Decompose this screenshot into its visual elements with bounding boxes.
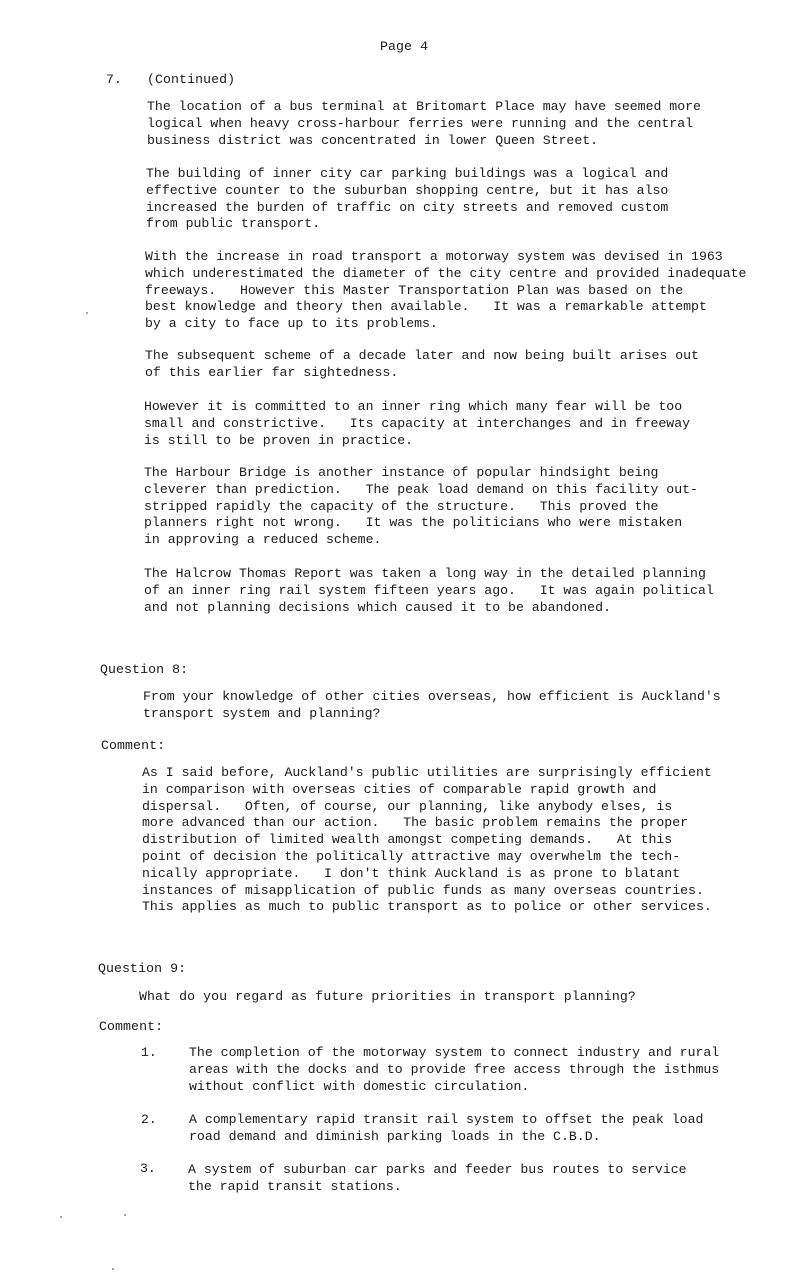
text-line: transport system and planning? [143, 705, 381, 721]
text-line: The building of inner city car parking buildings was a logical and [146, 166, 669, 181]
text-line: stripped rapidly the capacity of the structure. This proved the [144, 498, 659, 514]
text-line: of an inner ring rail system fifteen years ago. It was again political [144, 582, 714, 598]
text-line: instances of misapplication of public funds as many overseas countries. [142, 882, 704, 898]
text-line: cleverer than prediction. The peak load demand on this facility out- [144, 481, 698, 497]
list-item-number: 3. [140, 1161, 156, 1176]
text-line: The subsequent scheme of a decade later and now being built arises out [145, 348, 699, 363]
question-label: Question 9: [98, 961, 187, 976]
text-line: However it is committed to an inner ring which many fear will be too [144, 399, 683, 414]
list-item [189, 1045, 719, 1095]
section-heading: (Continued) [147, 72, 236, 87]
text-line: in comparison with overseas cities of comparable rapid growth and [142, 781, 657, 797]
text-line: of this earlier far sightedness. [145, 364, 399, 380]
text-line: The Harbour Bridge is another instance of popular hindsight being [144, 465, 659, 480]
list-item-number: 2. [141, 1112, 157, 1127]
text-line: more advanced than our action. The basic problem remains the proper [142, 815, 689, 831]
text-line: The Halcrow Thomas Report was taken a long way in the detailed planning [144, 566, 706, 581]
section-number: 7. [106, 72, 122, 87]
text-line: small and constrictive. Its capacity at interchanges and in freeway [144, 415, 691, 431]
scan-speck [86, 312, 88, 314]
list-item-number: 1. [141, 1045, 157, 1060]
text-line: The location of a bus terminal at Britomart Place may have seemed more [147, 99, 701, 114]
text-line: best knowledge and theory then available. It was a remarkable attempt [145, 299, 707, 315]
comment-label: Comment: [99, 1019, 164, 1034]
text-line: A system of suburban car parks and feeder bus routes to service [188, 1162, 687, 1177]
text-line: With the increase in road transport a motorway system was devised in 1963 [145, 249, 723, 264]
question-text [143, 689, 721, 723]
comment-label: Comment: [101, 738, 166, 753]
text-line: dispersal. Often, of course, our planning, like anybody elses, is [142, 798, 673, 814]
text-line: increased the burden of traffic on city streets and removed custom [146, 199, 669, 215]
scan-speck [60, 1216, 62, 1218]
text-line: point of decision the politically attractive may overwhelm the tech- [142, 848, 681, 864]
scan-speck [124, 1214, 126, 1216]
text-line: business district was concentrated in lower Queen Street. [147, 132, 599, 148]
list-item [189, 1112, 703, 1146]
text-line: road demand and diminish parking loads in the C.B.D. [189, 1128, 601, 1144]
text-line: distribution of limited wealth amongst competing demands. At this [142, 832, 673, 848]
text-line: A complementary rapid transit rail system to offset the peak load [189, 1112, 704, 1127]
text-line: nically appropriate. I don't think Auckland is as prone to blatant [142, 865, 681, 881]
text-line: from public transport. [146, 216, 321, 232]
text-line: As I said before, Auckland's public utilities are surprisingly efficient [142, 765, 712, 780]
text-line: planners right not wrong. It was the politicians who were mistaken [144, 515, 683, 531]
text-line: by a city to face up to its problems. [145, 316, 438, 332]
paragraph [145, 348, 699, 382]
text-line: From your knowledge of other cities overseas, how efficient is Auckland's [143, 689, 721, 704]
text-line: which underestimated the diameter of the city centre and provided inadequate [145, 265, 747, 281]
paragraph [144, 566, 714, 616]
text-line: areas with the docks and to provide free access through the isthmus [189, 1061, 720, 1077]
paragraph [146, 166, 668, 233]
paragraph [147, 99, 701, 149]
text-line: without conflict with domestic circulation. [189, 1078, 530, 1094]
text-line: and not planning decisions which caused it to be abandoned. [144, 599, 611, 615]
text-line: is still to be proven in practice. [144, 432, 414, 448]
text-line: logical when heavy cross-harbour ferries were running and the central [147, 115, 694, 131]
question-label: Question 8: [100, 662, 189, 677]
text-line: the rapid transit stations. [188, 1178, 402, 1194]
text-line: The completion of the motorway system to connect industry and rural [189, 1045, 720, 1060]
scan-speck [112, 1268, 114, 1270]
text-line: effective counter to the suburban shopping centre, but it has also [146, 182, 669, 198]
text-line: in approving a reduced scheme. [144, 532, 382, 548]
paragraph [144, 399, 690, 449]
paragraph [145, 249, 746, 333]
question-text: What do you regard as future priorities in transport planning? [139, 989, 636, 1004]
comment-text [142, 765, 712, 916]
list-item [188, 1162, 687, 1196]
paragraph [144, 465, 698, 549]
page-number: Page 4 [380, 39, 429, 54]
text-line: This applies as much to public transport as to police or other services. [142, 899, 712, 915]
text-line: freeways. However this Master Transportation Plan was based on the [145, 282, 684, 298]
